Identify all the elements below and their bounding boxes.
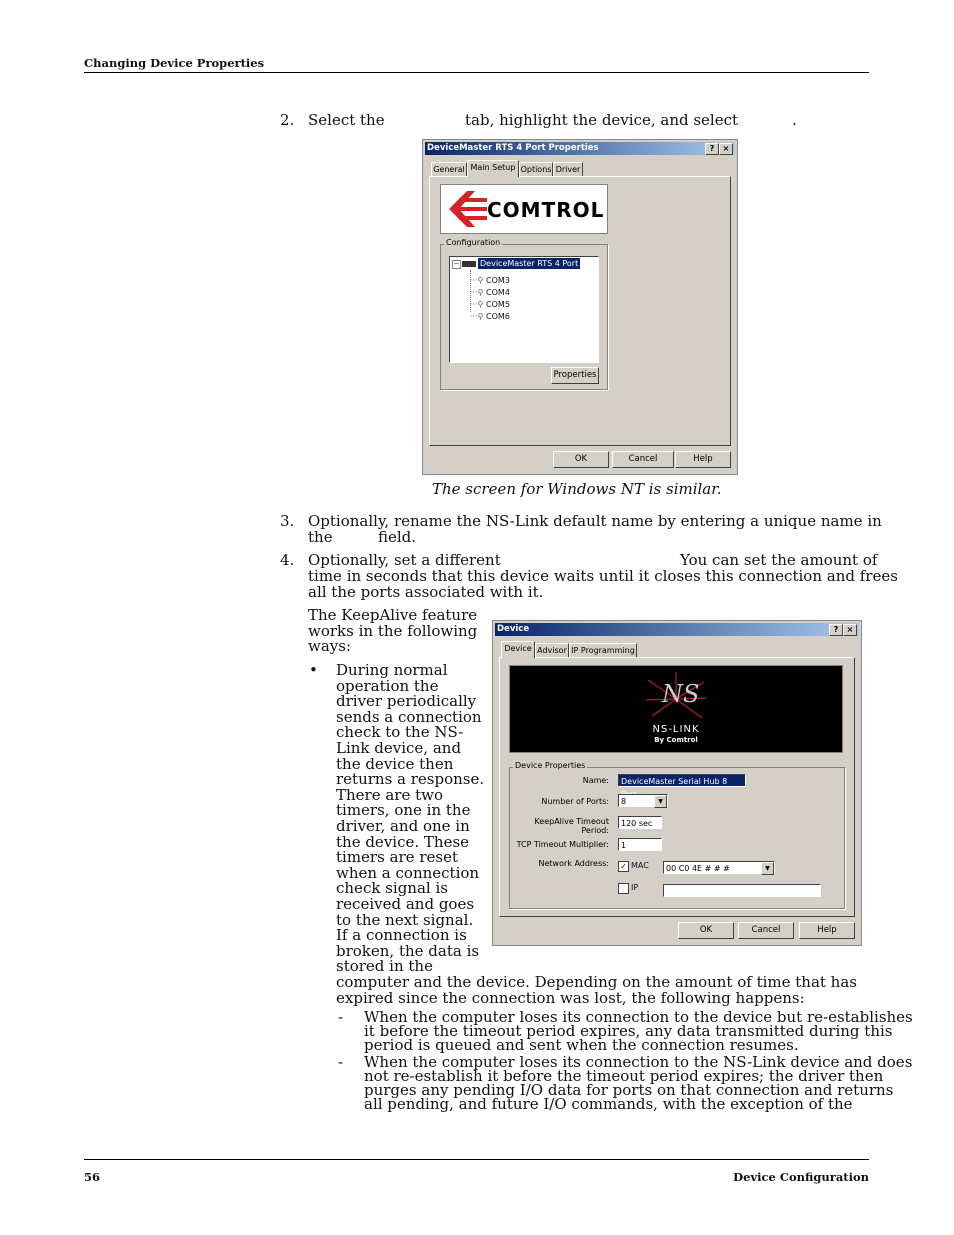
device-properties-dialog xyxy=(422,139,738,475)
step4-number: 4. xyxy=(280,551,295,569)
text-line: driver periodically xyxy=(336,692,477,711)
tree-item-com5[interactable] xyxy=(470,299,510,311)
ip-address-field[interactable] xyxy=(663,884,821,897)
close-icon[interactable]: × xyxy=(719,143,733,155)
tab-ip-programming[interactable]: IP Programming xyxy=(569,643,637,658)
keepalive-intro xyxy=(308,608,478,655)
cancel-button[interactable]: Cancel xyxy=(612,451,674,468)
sub1-dash: - xyxy=(338,1008,344,1026)
text-line: timers are reset xyxy=(336,848,458,867)
text-line: received and goes xyxy=(336,894,475,913)
text-line: sends a connection xyxy=(336,707,482,726)
tree-root-item[interactable]: DeviceMaster RTS 4 Port xyxy=(480,259,579,268)
text-line: broken, the data is xyxy=(336,941,480,960)
ip-checkbox[interactable] xyxy=(618,883,629,894)
close-icon[interactable]: × xyxy=(843,624,857,636)
text-line: the device then xyxy=(336,754,454,773)
text-line: ways: xyxy=(308,637,352,656)
tab-options[interactable]: Options xyxy=(519,162,553,177)
port-icon: ···⚲ xyxy=(470,276,484,285)
port-icon: ···⚲ xyxy=(470,300,484,309)
figure-caption: The screen for Windows NT is similar. xyxy=(432,480,722,498)
sub1-text xyxy=(364,1010,913,1052)
tcp-timeout-multiplier-label: TCP Timeout Multiplier: xyxy=(516,840,609,849)
text-line: when a connection xyxy=(336,863,480,882)
help-button[interactable]: Help xyxy=(675,451,731,468)
tree-item-com3[interactable] xyxy=(470,275,510,287)
text-line: returns a response. xyxy=(336,770,485,789)
cancel-button[interactable]: Cancel xyxy=(738,922,794,939)
text-line: it before the timeout period expires, any data transmitted during this xyxy=(364,1022,893,1040)
ns-link-subtext: By Comtrol xyxy=(654,736,698,744)
step2-number: 2. xyxy=(280,111,295,129)
mac-checkbox[interactable]: ✓ xyxy=(618,861,629,872)
mac-label: MAC xyxy=(631,861,649,870)
step2-text-2: tab, highlight the device, and select xyxy=(465,111,739,129)
step4-line3: all the ports associated with it. xyxy=(308,583,544,601)
step3-number: 3. xyxy=(280,512,295,530)
page-number: 56 xyxy=(84,1170,101,1184)
dialog2-titlebar xyxy=(495,623,859,636)
device-icon xyxy=(462,261,476,267)
tab-general[interactable]: General xyxy=(431,162,467,177)
tree-item-label: COM6 xyxy=(486,312,510,321)
text-line: check signal is xyxy=(336,879,448,898)
ok-button[interactable]: OK xyxy=(553,451,609,468)
text-line: check to the NS- xyxy=(336,723,464,742)
text-line: operation the xyxy=(336,676,439,695)
tcp-timeout-multiplier-field[interactable]: 1 xyxy=(618,838,662,851)
text-line: not re-establish it before the timeout period expires; the driver then xyxy=(364,1067,884,1085)
dialog1-title: DeviceMaster RTS 4 Port Properties xyxy=(427,143,599,153)
text-line: There are two xyxy=(336,785,444,804)
step2-text-1: Select the xyxy=(308,111,385,129)
help-icon[interactable]: ? xyxy=(829,624,843,636)
text-line: The KeepAlive feature xyxy=(308,606,478,624)
keepalive-timeout-label: KeepAlive Timeout Period: xyxy=(534,817,609,835)
step3-line1: Optionally, rename the NS-Link default name by entering a unique name in xyxy=(308,512,882,530)
text-line: When the computer loses its connection to the device but re-establishes xyxy=(364,1008,913,1026)
text-line: driver, and one in xyxy=(336,816,470,835)
device-dialog xyxy=(492,620,862,946)
chevron-down-icon[interactable]: ▼ xyxy=(654,795,667,808)
mac-address-value: 00 C0 4E # # # xyxy=(666,864,730,873)
bullet-text xyxy=(336,663,486,975)
text-line: During normal xyxy=(336,661,448,679)
tree-port-list xyxy=(470,275,510,323)
name-field[interactable]: DeviceMaster Serial Hub 8 xyxy=(618,774,746,787)
number-of-ports-label: Number of Ports: xyxy=(541,797,609,806)
text-line: stored in the xyxy=(336,957,433,976)
tab-device[interactable]: Device xyxy=(501,641,535,658)
tree-item-label: COM4 xyxy=(486,288,510,297)
text-line: purges any pending I/O data for ports on that connection and returns xyxy=(364,1081,894,1099)
mac-address-select[interactable] xyxy=(663,861,775,874)
ip-label: IP xyxy=(631,883,639,892)
step4-line2: time in seconds that this device waits until it closes this connection and frees xyxy=(308,567,898,585)
tree-item-label: COM5 xyxy=(486,300,510,309)
text-line: timers, one in the xyxy=(336,801,471,820)
text-line: If a connection is xyxy=(336,926,467,945)
properties-button[interactable]: Properties xyxy=(551,367,599,384)
ok-button[interactable]: OK xyxy=(678,922,734,939)
step3-line2b: field. xyxy=(378,528,417,546)
port-icon: ···⚲ xyxy=(470,288,484,297)
step3-line2a: the xyxy=(308,528,333,546)
sub2-text xyxy=(364,1055,912,1111)
comtrol-logo xyxy=(440,184,608,234)
dialog2-title: Device xyxy=(497,624,530,634)
text-line: all pending, and future I/O commands, with the exception of the xyxy=(364,1095,853,1113)
text-line: works in the following xyxy=(308,621,478,640)
number-of-ports-select[interactable] xyxy=(618,794,668,807)
name-label: Name: xyxy=(582,776,609,785)
text-line: Link device, and xyxy=(336,738,462,757)
text-line: period is queued and sent when the connection resumes. xyxy=(364,1036,799,1054)
device-tree[interactable] xyxy=(449,256,599,363)
tab-main-setup[interactable]: Main Setup xyxy=(467,160,519,177)
running-header: Changing Device Properties xyxy=(84,56,265,70)
text-line: to the next signal. xyxy=(336,910,474,929)
tree-item-com6[interactable] xyxy=(470,311,510,323)
step4-line1a: Optionally, set a different xyxy=(308,551,501,569)
sub2-dash: - xyxy=(338,1053,344,1071)
number-of-ports-value: 8 xyxy=(621,797,627,806)
chevron-down-icon[interactable]: ▼ xyxy=(761,862,774,875)
step4-line1b: You can set the amount of xyxy=(680,551,878,569)
ns-link-monogram: NS xyxy=(662,680,700,708)
tab-advisor[interactable]: Advisor xyxy=(535,643,569,658)
text-line: the device. These xyxy=(336,832,470,851)
ns-link-text: NS-LINK xyxy=(652,724,700,735)
keepalive-timeout-field[interactable]: 120 sec xyxy=(618,816,662,829)
tree-item-com4[interactable] xyxy=(470,287,510,299)
port-icon: ···⚲ xyxy=(470,312,484,321)
comtrol-logo-text: COMTROL xyxy=(487,198,605,222)
device-properties-group-label: Device Properties xyxy=(515,761,586,770)
footer-section: Device Configuration xyxy=(733,1170,869,1184)
text-line: computer and the device. Depending on the amount of time that has xyxy=(336,973,857,991)
bullet-continuation xyxy=(336,975,857,1006)
step2-text-3: . xyxy=(792,111,797,129)
header-rule xyxy=(84,72,869,73)
text-line: expired since the connection was lost, the following happens: xyxy=(336,988,805,1007)
tree-item-label: COM3 xyxy=(486,276,510,285)
help-icon[interactable]: ? xyxy=(705,143,719,155)
bullet-marker: • xyxy=(309,661,318,679)
help-button[interactable]: Help xyxy=(799,922,855,939)
text-line: When the computer loses its connection to the NS-Link device and does xyxy=(364,1053,913,1071)
dialog1-titlebar xyxy=(425,142,735,155)
tab-driver[interactable]: Driver xyxy=(553,162,583,177)
configuration-group-label: Configuration xyxy=(446,238,501,247)
footer-rule xyxy=(84,1159,869,1160)
tree-collapse-icon[interactable]: − xyxy=(453,260,460,268)
network-address-label: Network Address: xyxy=(538,859,609,868)
ns-link-banner xyxy=(509,665,843,753)
